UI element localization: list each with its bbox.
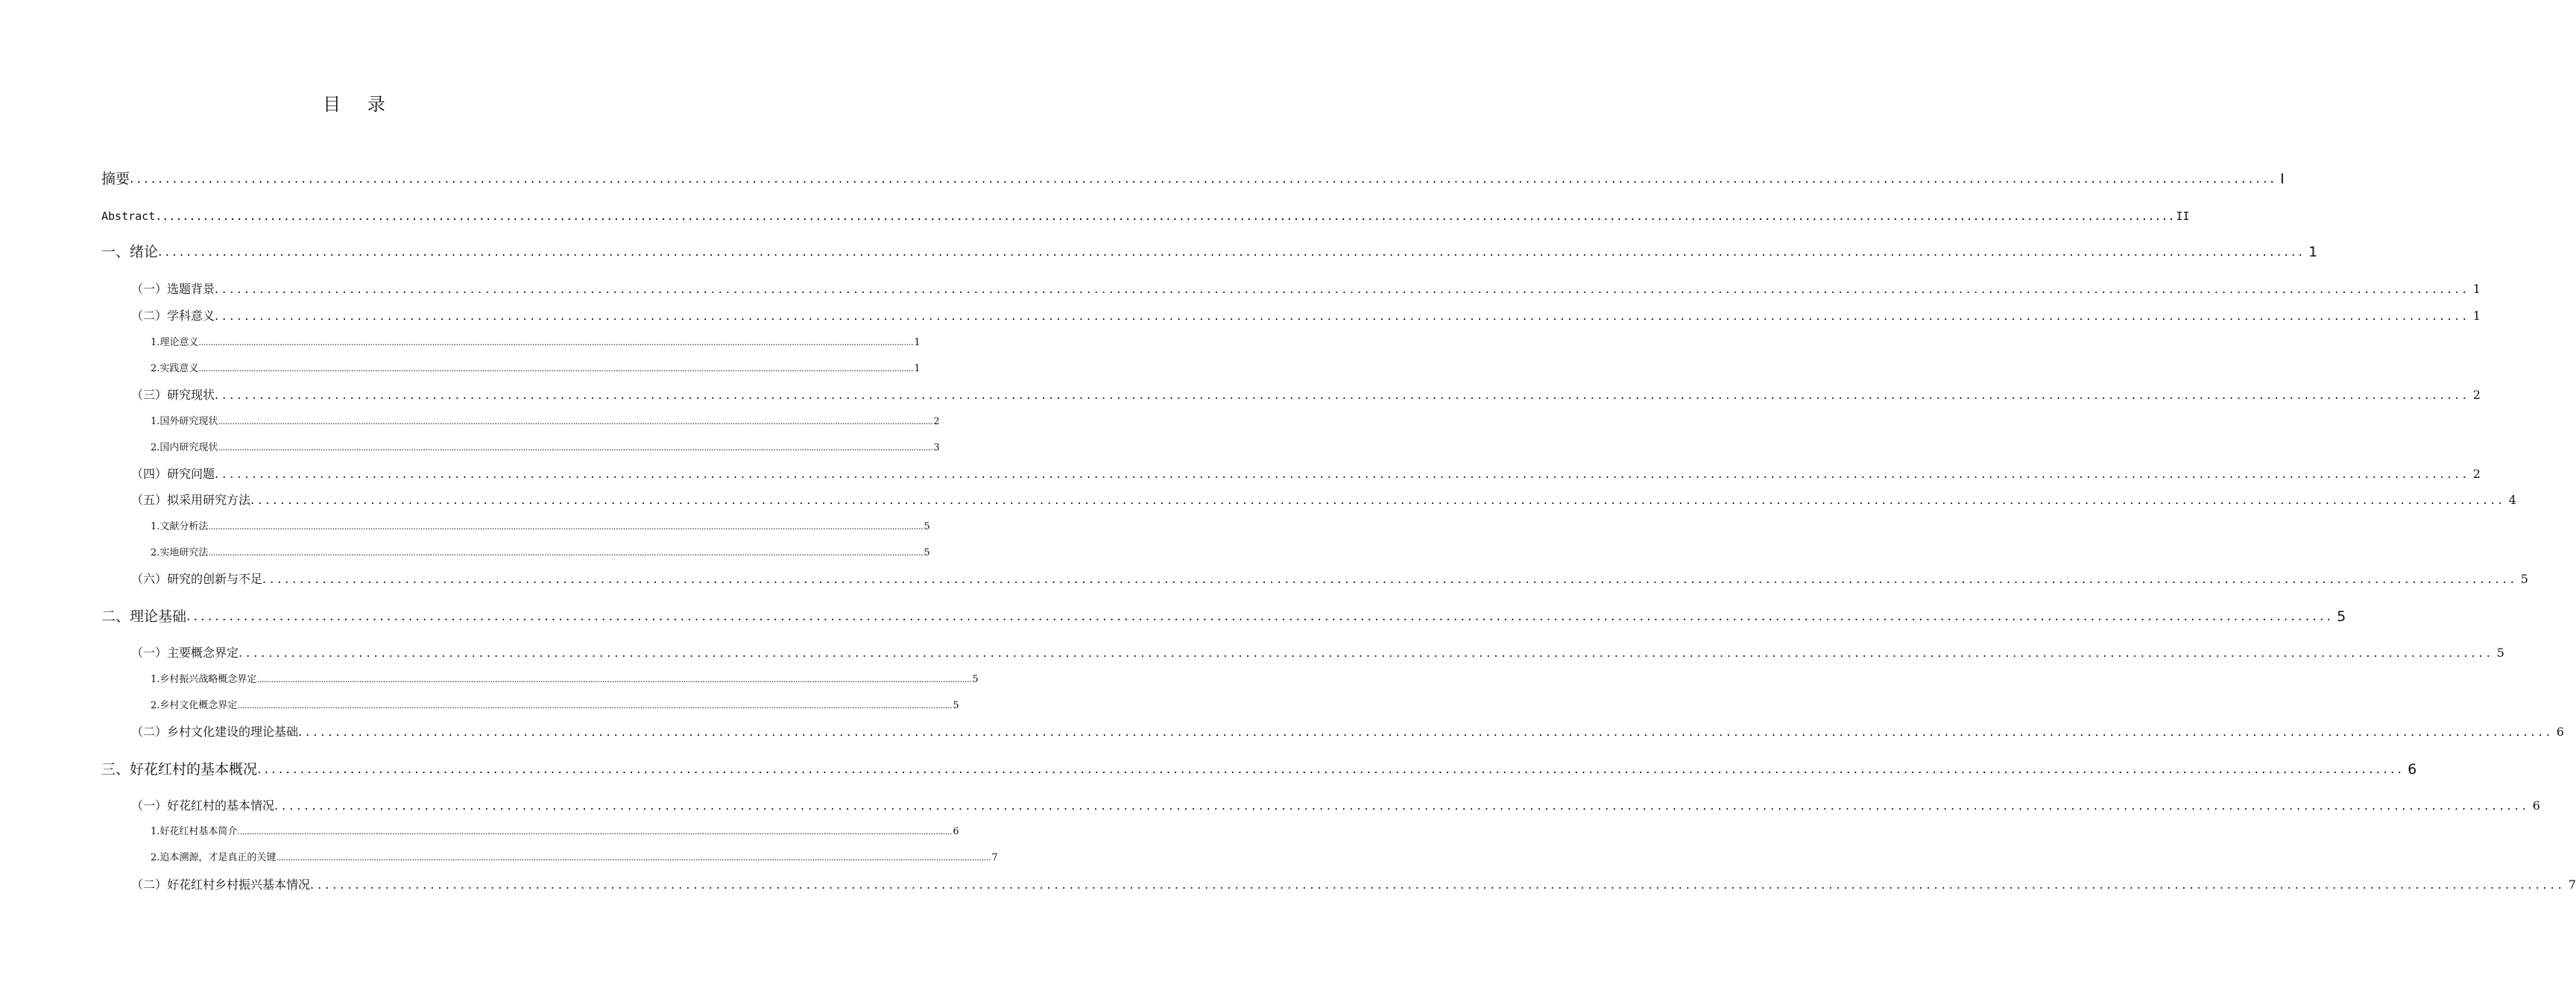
toc-dot-leader: ............................................................................................................................................................................................................................................................................................................	[298, 725, 2554, 739]
toc-entry[interactable]	[0, 492, 2516, 508]
toc-entry[interactable]	[0, 243, 2318, 261]
toc-entry[interactable]	[0, 877, 2576, 893]
toc-dot-leader: ............................................................................................................................................................................................................................................................................................................	[274, 798, 2530, 813]
toc-entry[interactable]	[0, 362, 921, 376]
toc-dot-leader: ............................................................................................................................................................................................................................................................................................................	[215, 467, 2470, 481]
toc-entry-label: 二、理论基础	[101, 608, 187, 625]
toc-entry-label: （一）好花红村的基本情况	[131, 798, 275, 813]
toc-dot-leader: ............................................................................................................................................................................................................................................................................................................	[256, 675, 972, 684]
toc-entry[interactable]	[0, 170, 2285, 188]
toc-entry-label: 2.国内研究现状	[151, 442, 218, 453]
toc-dot-leader: ............................................................................................................................................................................................................................................................................................................	[208, 522, 924, 532]
toc-entry[interactable]	[0, 546, 930, 560]
toc-page-number: 5	[953, 700, 959, 711]
toc-entry-label: （一）主要概念界定	[131, 646, 239, 660]
toc-page-number: 6	[2532, 798, 2540, 813]
toc-dot-leader: ............................................................................................................................................................................................................................................................................................................	[215, 309, 2470, 323]
toc-page-number: 4	[2508, 493, 2516, 507]
toc-entry[interactable]	[0, 209, 2190, 224]
toc-entry-label: 摘要	[101, 171, 130, 187]
toc-dot-leader: ............................................................................................................................................................................................................................................................................................................	[198, 364, 914, 374]
toc-entry[interactable]	[0, 308, 2481, 324]
toc-dot-leader: ............................................................................................................................................................................................................................................................................................................	[158, 245, 2306, 259]
toc-page-number: 5	[2337, 608, 2346, 625]
toc-entry[interactable]	[0, 673, 979, 687]
toc-page-number: 1	[914, 337, 921, 348]
toc-dot-leader: ............................................................................................................................................................................................................................................................................................................	[218, 417, 933, 426]
toc-page-number: 1	[914, 363, 921, 374]
toc-page-number: 1	[2472, 282, 2481, 296]
toc-dot-leader: ............................................................................................................................................................................................................................................................................................................	[239, 646, 2494, 660]
toc-entry-label: 1.理论意义	[151, 337, 199, 348]
toc-dot-leader: ............................................................................................................................................................................................................................................................................................................	[237, 827, 953, 836]
toc-entry[interactable]	[0, 441, 940, 455]
toc-entry-label: （一）选题背景	[131, 282, 215, 296]
toc-entry-label: 2.追本溯源，才是真正的关键	[151, 852, 277, 863]
toc-entry-label: 2.乡村文化概念界定	[151, 700, 238, 711]
toc-dot-leader: ............................................................................................................................................................................................................................................................................................................	[215, 388, 2470, 402]
toc-page-number: 5	[924, 521, 930, 532]
toc-entry-label: （二）乡村文化建设的理论基础	[131, 725, 299, 739]
toc-dot-leader: ............................................................................................................................................................................................................................................................................................................	[257, 762, 2405, 777]
toc-entry[interactable]	[0, 336, 921, 350]
toc-entry-label: 2.实地研究法	[151, 547, 209, 558]
toc-entry-label: （二）好花红村乡村振兴基本情况	[131, 877, 311, 892]
toc-entry[interactable]	[0, 571, 2528, 587]
toc-entry[interactable]	[0, 387, 2481, 403]
toc-page-number: 7	[991, 852, 998, 863]
toc-entry[interactable]	[0, 645, 2504, 661]
toc-page-number: 5	[972, 674, 979, 685]
toc-dot-leader: ............................................................................................................................................................................................................................................................................................................	[130, 171, 2278, 186]
toc-entry-label: 1.文献分析法	[151, 521, 209, 532]
toc-dot-leader: ............................................................................................................................................................................................................................................................................................................	[262, 572, 2518, 586]
toc-dot-leader: ............................................................................................................................................................................................................................................................................................................	[250, 493, 2506, 507]
toc-entry-label: Abstract	[101, 209, 156, 223]
toc-page-number: 6	[2556, 725, 2564, 739]
toc-entry[interactable]	[0, 699, 959, 713]
toc-dot-leader: ............................................................................................................................................................................................................................................................................................................	[218, 443, 933, 453]
toc-page-number: 3	[933, 442, 940, 453]
toc-entry[interactable]	[0, 281, 2481, 297]
toc-page-number: I	[2280, 171, 2285, 187]
toc-entry-label: （三）研究现状	[131, 388, 215, 402]
toc-dot-leader: ............................................................................................................................................................................................................................................................................................................	[215, 282, 2470, 296]
toc-page-number: II	[2176, 209, 2190, 223]
toc-page-number: 5	[2520, 572, 2528, 586]
toc-entry-label: （四）研究问题	[131, 467, 215, 481]
toc-dot-leader: ............................................................................................................................................................................................................................................................................................................	[186, 609, 2334, 624]
toc-page-number: 2	[933, 416, 940, 427]
toc-entry-label: （二）学科意义	[131, 309, 215, 323]
toc-page-number: 7	[2568, 877, 2576, 892]
toc-entry-label: （五）拟采用研究方法	[131, 493, 251, 507]
toc-dot-leader: ............................................................................................................................................................................................................................................................................................................	[198, 338, 914, 347]
page-title: 目 录	[323, 94, 396, 115]
toc-entry[interactable]	[0, 466, 2481, 482]
toc-page-number: 6	[953, 826, 959, 837]
toc-dot-leader: ............................................................................................................................................................................................................................................................................................................	[155, 209, 2175, 223]
toc-dot-leader: ............................................................................................................................................................................................................................................................................................................	[237, 701, 953, 710]
toc-entry-label: （六）研究的创新与不足	[131, 572, 263, 586]
toc-entry-label: 2.实践意义	[151, 363, 199, 374]
toc-entry[interactable]	[0, 760, 2417, 778]
toc-dot-leader: ............................................................................................................................................................................................................................................................................................................	[276, 853, 991, 863]
toc-page-number: 6	[2408, 761, 2417, 778]
toc-page-number: 1	[2308, 244, 2318, 260]
toc-entry-label: 1.乡村振兴战略概念界定	[151, 674, 257, 685]
toc-entry[interactable]	[0, 724, 2564, 740]
toc-entry[interactable]	[0, 851, 998, 865]
toc-dot-leader: ............................................................................................................................................................................................................................................................................................................	[310, 877, 2566, 892]
toc-entry-label: 三、好花红村的基本概况	[101, 761, 258, 778]
toc-entry[interactable]	[0, 415, 940, 429]
toc-page-number: 5	[924, 547, 930, 558]
toc-page-number: 2	[2472, 388, 2481, 402]
toc-entry[interactable]	[0, 798, 2540, 814]
toc-entry-label: 一、绪论	[101, 244, 159, 260]
toc-page-number: 1	[2472, 309, 2481, 323]
toc-entry-label: 1.好花红村基本简介	[151, 826, 238, 837]
toc-entry[interactable]	[0, 520, 930, 534]
toc-entry-label: 1.国外研究现状	[151, 416, 218, 427]
toc-dot-leader: ............................................................................................................................................................................................................................................................................................................	[208, 548, 924, 558]
toc-entry[interactable]	[0, 608, 2346, 626]
toc-page-number: 5	[2496, 646, 2504, 660]
toc-entry[interactable]	[0, 825, 959, 839]
toc-page-number: 2	[2472, 467, 2481, 481]
